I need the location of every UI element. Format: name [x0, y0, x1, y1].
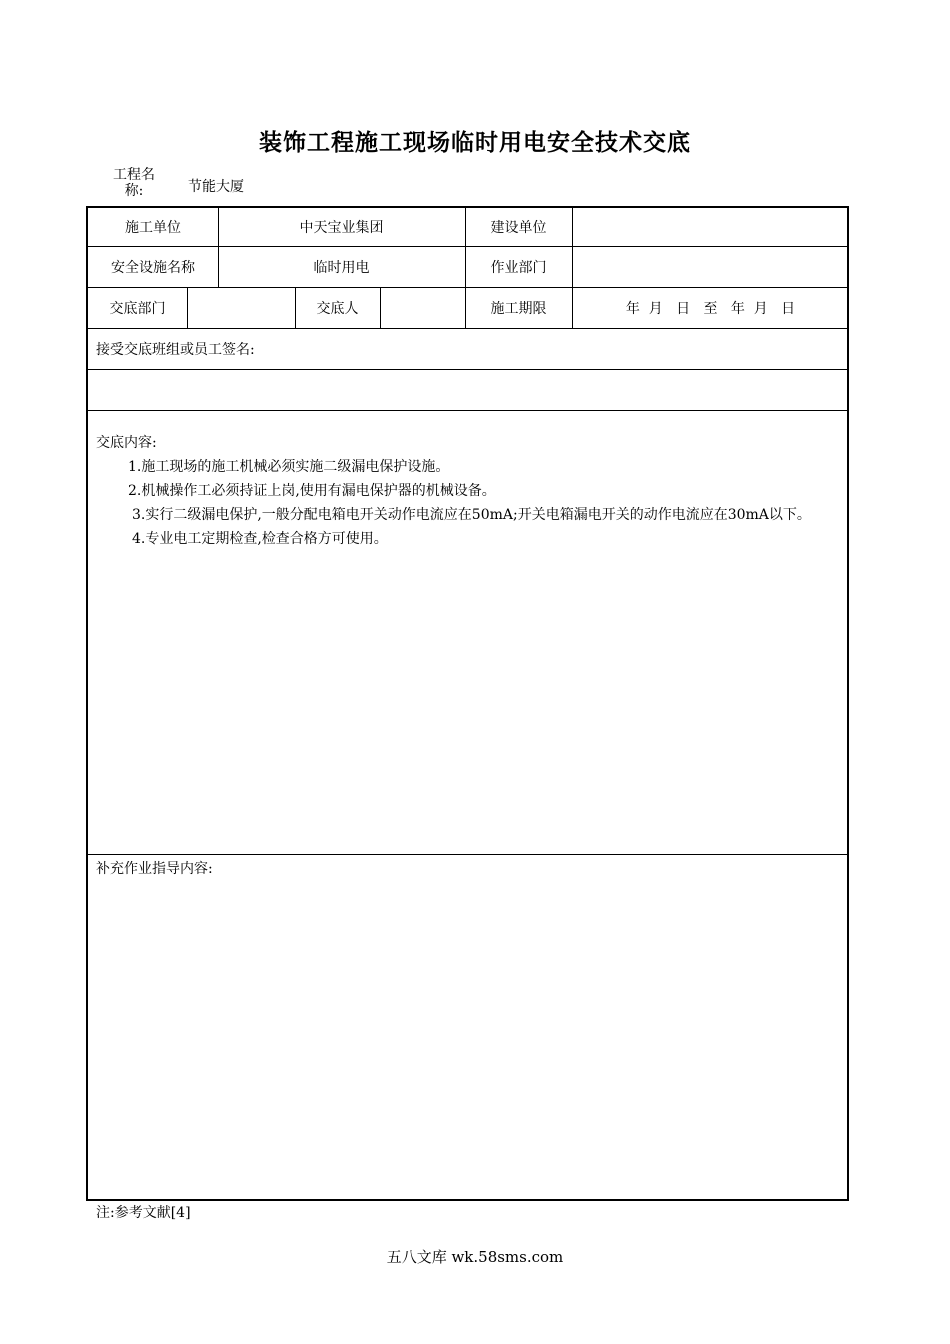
work-dept-label: 作业部门 — [490, 259, 547, 276]
footer-watermark: 五八文库 wk.58sms.com — [386, 1248, 564, 1266]
facility-name-label: 安全设施名称 — [111, 259, 195, 276]
content-item: 2.机械操作工必须持证上岗,使用有漏电保护器的机械设备。 — [128, 483, 496, 499]
document-title: 装饰工程施工现场临时用电安全技术交底 — [259, 129, 691, 156]
briefer-value — [380, 287, 465, 328]
project-name-value: 节能大厦 — [188, 179, 244, 195]
briefing-dept-label: 交底部门 — [109, 300, 166, 317]
period-value: 年 月 日 至 年 月 日 — [625, 300, 796, 317]
signature-label: 接受交底班组或员工签名: — [96, 341, 255, 358]
construction-unit-value: 中天宝业集团 — [299, 220, 384, 236]
briefing-dept-value — [187, 287, 295, 328]
content-heading: 交底内容: — [96, 435, 157, 451]
briefing-form-table — [86, 206, 849, 1201]
supplement-label: 补充作业指导内容: — [96, 861, 213, 877]
reference-note: 注:参考文献[4] — [96, 1205, 191, 1221]
project-name-label: 工程名称: — [113, 167, 155, 199]
facility-name-value: 临时用电 — [313, 259, 370, 276]
content-item: 3.实行二级漏电保护,一般分配电箱电开关动作电流应在50mA;开关电箱漏电开关的动作电流应在30mA以下。 — [132, 507, 811, 523]
briefer-label: 交底人 — [316, 300, 359, 317]
work-dept-value — [572, 246, 849, 287]
content-item: 1.施工现场的施工机械必须实施二级漏电保护设施。 — [128, 459, 450, 475]
period-label: 施工期限 — [490, 300, 547, 317]
construction-unit-label: 施工单位 — [125, 220, 181, 236]
briefing-content — [96, 431, 846, 551]
builder-unit-label: 建设单位 — [490, 220, 547, 236]
content-item: 4.专业电工定期检查,检查合格方可使用。 — [132, 531, 388, 547]
builder-unit-value — [572, 208, 849, 246]
